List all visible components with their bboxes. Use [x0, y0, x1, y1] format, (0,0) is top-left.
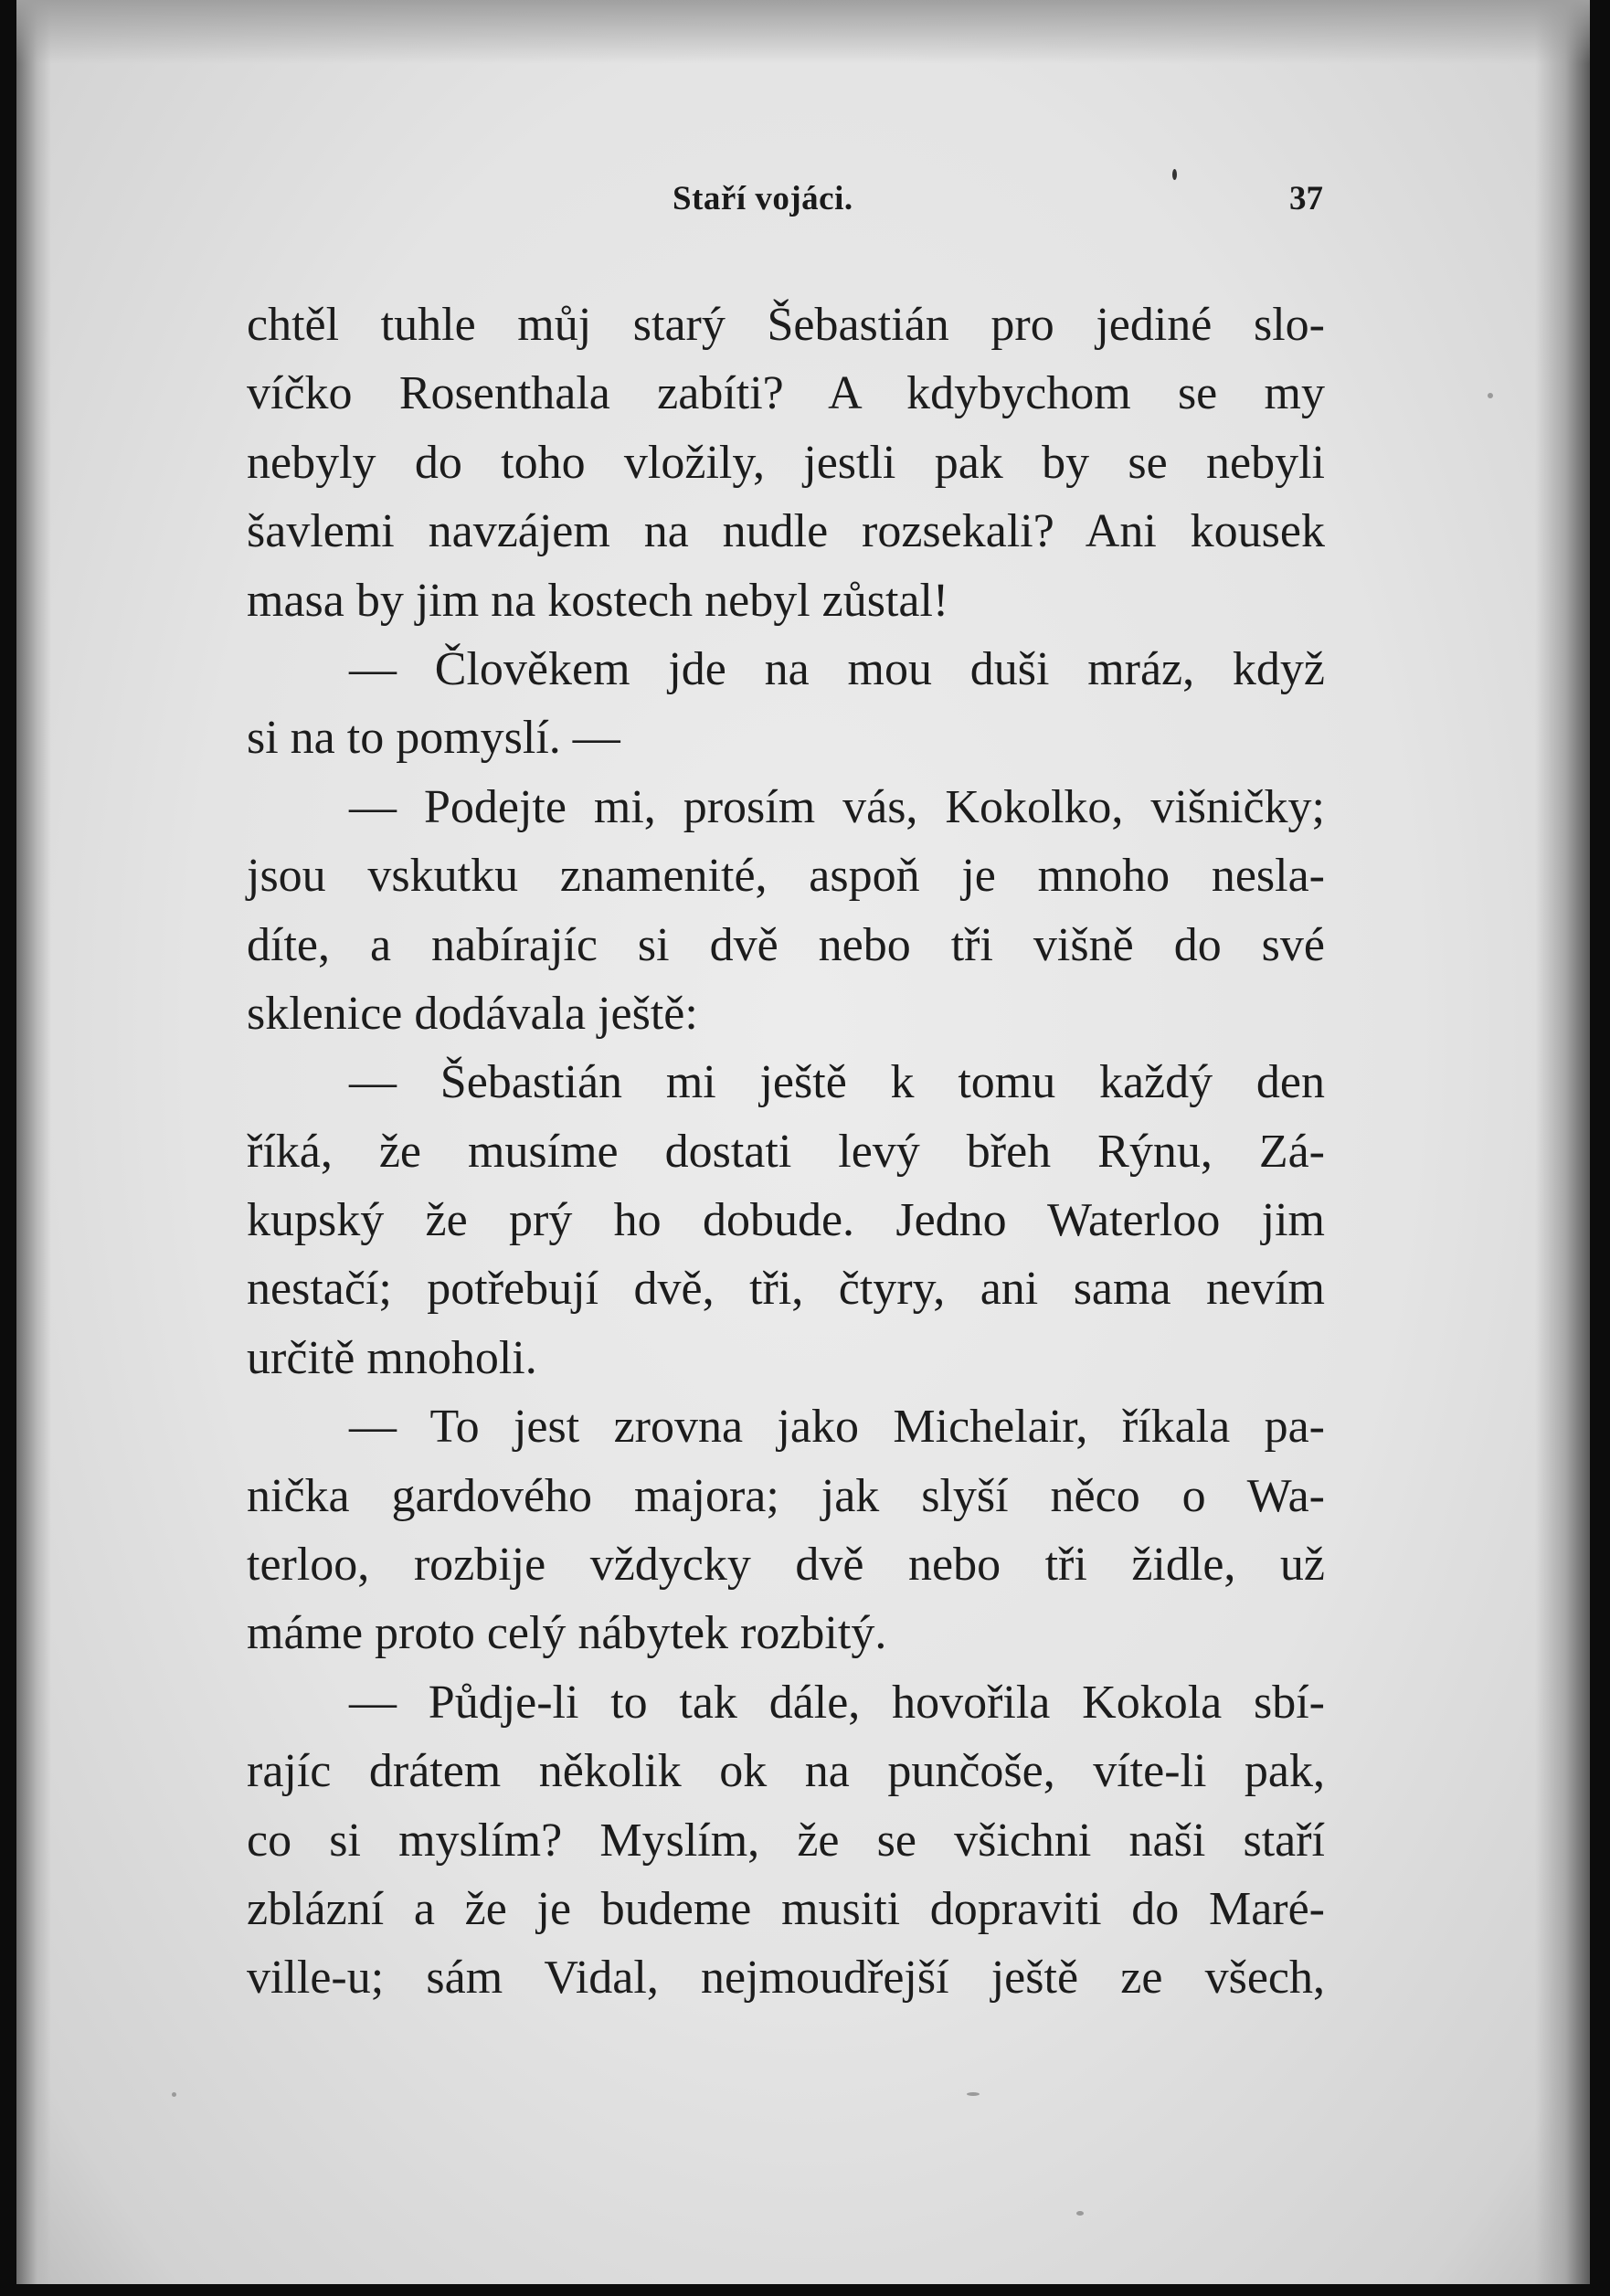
text-line: šavlemi navzájem na nudle rozsekali? Ani kousek	[247, 505, 1325, 558]
text-line: — Člověkem jde na mou duši mráz, když	[349, 642, 1325, 695]
text-line: kupský že prý ho dobude. Jedno Waterloo jim	[247, 1194, 1325, 1247]
paper-speck	[172, 2092, 176, 2097]
text-line: — Podejte mi, prosím vás, Kokolko, višničky;	[349, 780, 1325, 833]
text-line: rajíc drátem několik ok na punčoše, víte-li pak,	[247, 1745, 1325, 1798]
text-line: ville-u; sám Vidal, nejmoudřejší ještě ze všech,	[247, 1952, 1325, 2005]
paper-speck	[967, 2092, 980, 2096]
text-line: — To jest zrovna jako Michelair, říkala pa-	[349, 1401, 1325, 1454]
paper-speck	[1076, 2211, 1084, 2216]
text-line: jsou vskutku znamenité, aspoň je mnoho nesla-	[247, 850, 1325, 903]
page-left-shadow	[16, 0, 51, 2284]
running-title: Staří vojáci.	[673, 180, 853, 217]
page-header	[245, 179, 1323, 234]
paper-speck	[1488, 393, 1493, 398]
text-line: — Šebastián mi ještě k tomu každý den	[349, 1056, 1325, 1109]
text-line: — Půdje-li to tak dále, hovořila Kokola sbí-	[349, 1676, 1325, 1729]
text-line: nička gardového majora; jak slyší něco o Wa-	[247, 1469, 1325, 1522]
text-line: masa by jim na kostech nebyl zůstal!	[247, 574, 949, 627]
text-line: sklenice dodávala ještě:	[247, 987, 698, 1040]
book-page	[16, 0, 1590, 2284]
text-line: určitě mnoholi.	[247, 1331, 537, 1384]
text-line: nestačí; potřebují dvě, tři, čtyry, ani sama nevím	[247, 1263, 1325, 1316]
text-line: zblázní a že je budeme musiti dopraviti do Maré-	[247, 1882, 1325, 1935]
text-line: si na to pomyslí. —	[247, 712, 620, 765]
text-line: říká, že musíme dostati levý břeh Rýnu, Zá-	[247, 1125, 1325, 1178]
text-line: díte, a nabírajíc si dvě nebo tři višně do své	[247, 918, 1325, 971]
page-top-shadow	[16, 0, 1590, 64]
text-line: terloo, rozbije vždycky dvě nebo tři židle, už	[247, 1539, 1325, 1592]
text-line: nebyly do toho vložily, jestli pak by se nebyli	[247, 436, 1325, 489]
page-right-shadow	[1535, 0, 1590, 2284]
page-number: 37	[1289, 180, 1323, 217]
text-line: co si myslím? Myslím, že se všichni naši staří	[247, 1814, 1325, 1867]
text-line: víčko Rosenthala zabíti? A kdybychom se my	[247, 367, 1325, 420]
text-line: chtěl tuhle můj starý Šebastián pro jediné slo-	[247, 299, 1325, 351]
text-line: máme proto celý nábytek rozbitý.	[247, 1607, 887, 1660]
body-text	[247, 291, 1325, 2013]
